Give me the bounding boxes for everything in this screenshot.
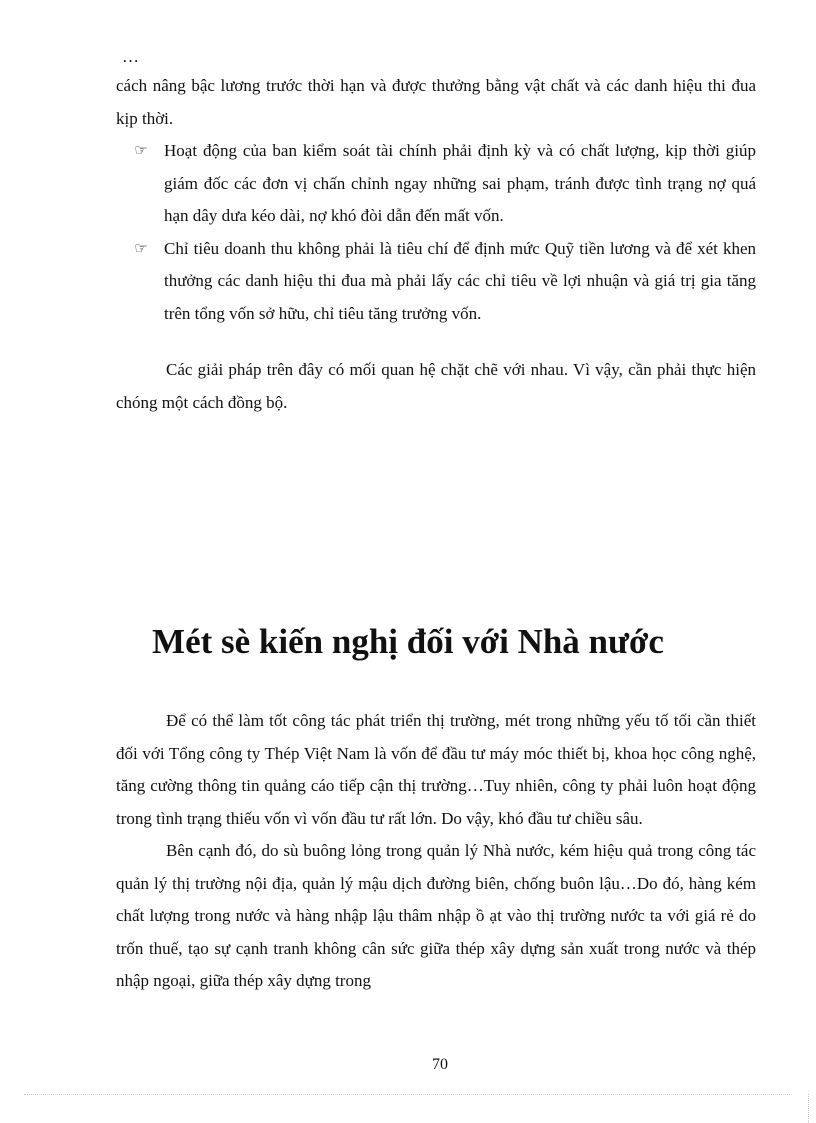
continuation-paragraph: cách nâng bậc lương trước thời hạn và được thưởng bằng vật chất và các danh hiệu thi đua kịp thời. bbox=[116, 76, 756, 128]
body-section bbox=[116, 705, 756, 998]
conclusion-section bbox=[116, 354, 756, 419]
continuation-ellipsis: … bbox=[122, 47, 139, 66]
page-right-border bbox=[808, 1094, 809, 1123]
conclusion-paragraph: Các giải pháp trên đây có mối quan hệ chặt chẽ với nhau. Vì vậy, cần phải thực hiện chóng một cách đồng bộ. bbox=[116, 360, 756, 412]
bullet-item bbox=[116, 135, 756, 233]
pointing-hand-icon: ☞ bbox=[134, 240, 148, 257]
pointing-hand-icon: ☞ bbox=[134, 143, 148, 159]
body-paragraph: Để có thể làm tốt công tác phát triển thị trường, mét trong những yếu tố tối cần thiết đối với Tổng công ty Thép Việt Nam là vốn để đầu tư máy móc thiết bị, khoa học công nghệ, tăng cường thông tin quảng cáo tiếp cận thị trường…Tuy nhiên, công ty phải luôn hoạt động trong tình trạng thiếu vốn vì vốn đầu tư rất lớn. Do vậy, khó đầu tư chiều sâu. bbox=[116, 711, 756, 828]
page-bottom-border bbox=[24, 1094, 792, 1095]
bullet-text: Chỉ tiêu doanh thu không phải là tiêu chí để định mức Quỹ tiền lương và để xét khen thưởng các danh hiệu thi đua mà phải lấy các chỉ tiêu về lợi nhuận và giá trị gia tăng trên tổng vốn sở hữu, chỉ tiêu tăng trưởng vốn. bbox=[164, 238, 756, 323]
top-section bbox=[116, 44, 756, 330]
body-paragraph: Bên cạnh đó, do sù buông lỏng trong quản lý Nhà nước, kém hiệu quả trong công tác quản lý thị trường nội địa, quản lý mậu dịch đường biên, chống buôn lậu…Do đó, hàng kém chất lượng trong nước và hàng nhập lậu thâm nhập ồ ạt vào thị trường nước ta với giá rẻ do trốn thuế, tạo sự cạnh tranh không cân sức giữa thép xây dựng sản xuất trong nước và thép nhập ngoại, giữa thép xây dựng trong bbox=[116, 841, 756, 990]
bullet-text: Hoạt động của ban kiểm soát tài chính phải định kỳ và có chất lượng, kịp thời giúp giám đốc các đơn vị chấn chỉnh ngay những sai phạm, tránh được tình trạng nợ quá hạn dây dưa kéo dài, nợ khó đòi dẫn đến mất vốn. bbox=[164, 141, 756, 225]
page-number: 70 bbox=[432, 1056, 448, 1073]
section-heading: Mét sè kiến nghị đối với Nhà nước bbox=[152, 622, 664, 661]
bullet-item bbox=[116, 233, 756, 331]
